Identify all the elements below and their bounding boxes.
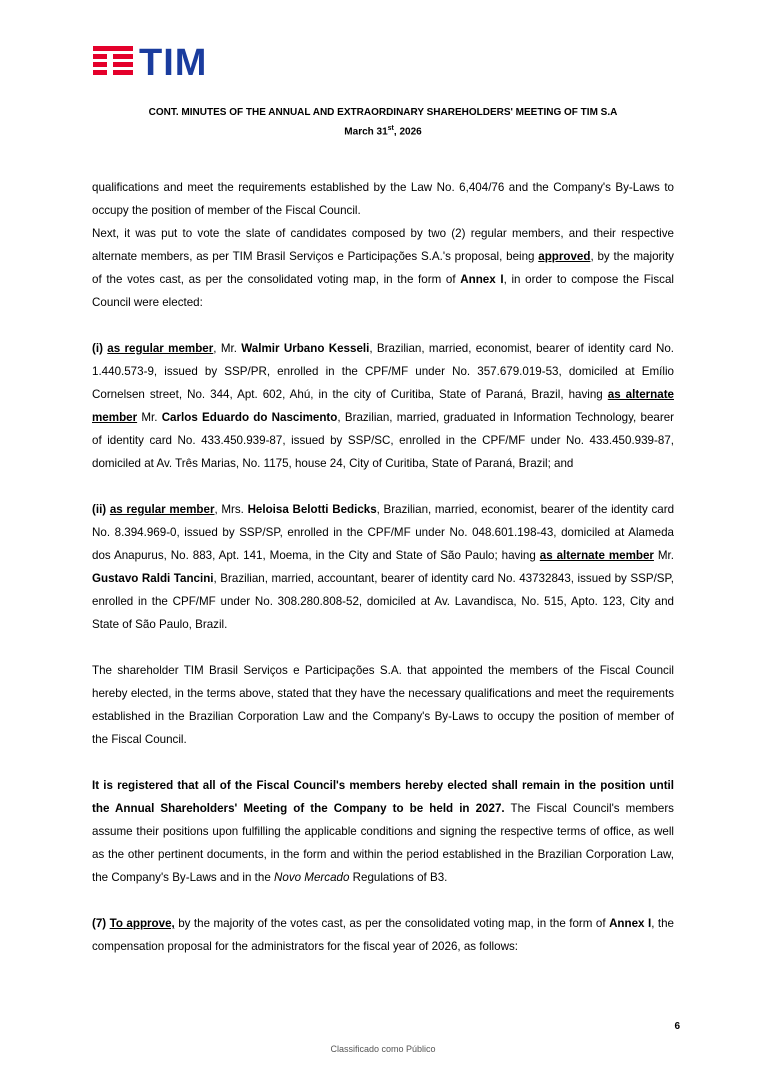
paragraph-1: qualifications and meet the requirements established by the Law No. 6,404/76 and the Company's By-Laws to occupy the position of member of the Fiscal Council. (92, 181, 674, 217)
document-header-title: CONT. MINUTES OF THE ANNUAL AND EXTRAORDINARY SHAREHOLDERS' MEETING OF TIM S.A (148, 107, 618, 118)
paragraph-candidate-ii: (ii) as regular member, Mrs. Heloisa Belotti Bedicks, Brazilian, married, economist, bearer of the identity card No. 8.394.969-0, issued by SSP/SP, enrolled in the CPF/MF under No. 048.601.198-43, domiciled at Alameda dos Anapurus, No. 883, Apt. 141, Moema, in the City and State of São Paulo; having as alternate member Mr. Gustavo Raldi Tancini, Brazilian, married, accountant, bearer of identity card No. 43732843, issued by SSP/SP, enrolled in the CPF/MF under No. 308.280.808-52, domiciled at Av. Lavandisca, No. 515, Apto. 123, City and State of São Paulo, Brazil. (92, 503, 675, 631)
page-number: 6 (674, 1021, 680, 1032)
document-header-date: March 31st, 2026 (344, 125, 422, 138)
classification-footer: Classificado como Público (330, 1044, 436, 1054)
paragraph-item-7: (7) To approve, by the majority of the votes cast, as per the consolidated voting map, in the form of Annex I, the compensation proposal for the administrators for the fiscal year of 2026, as follows: (92, 917, 674, 953)
paragraph-2: Next, it was put to vote the slate of candidates composed by two (2) regular members, and their respective alternate members, as per TIM Brasil Serviços e Participações S.A.'s proposal, being approved, by the majority of the votes cast, as per the consolidated voting map, in the form of Annex I, in order to compose the Fiscal Council were elected: (92, 227, 674, 309)
tim-logo (93, 42, 208, 84)
paragraph-shareholder-statement: The shareholder TIM Brasil Serviços e Participações S.A. that appointed the members of the Fiscal Council hereby elected, in the terms above, stated that they have the necessary qualifications and meet the requirements established in the Brazilian Corporation Law and the Company's By-Laws to occupy the position of member of the Fiscal Council. (92, 664, 674, 746)
logo-text: TIM (139, 42, 208, 84)
paragraph-term-of-office: It is registered that all of the Fiscal Council's members hereby elected shall remain in the position until the Annual Shareholders' Meeting of the Company to be held in 2027. The Fiscal Council's members assume their positions upon fulfilling the applicable conditions and signing the respective terms of office, as well as the other pertinent documents, in the form and within the period established in the Brazilian Corporation Law, the Company's By-Laws and in the Novo Mercado Regulations of B3. (92, 779, 674, 884)
paragraph-candidate-i: (i) as regular member, Mr. Walmir Urbano Kesseli, Brazilian, married, economist, bearer of identity card No. 1.440.573-9, issued by SSP/PR, enrolled in the CPF/MF under No. 357.679.019-53, domiciled at Emílio Cornelsen street, No. 344, Apt. 602, Ahú, in the city of Curitiba, State of Paraná, Brazil, having as alternate member Mr. Carlos Eduardo do Nascimento, Brazilian, married, graduated in Information Technology, bearer of identity card No. 433.450.939-87, issued by SSP/SC, enrolled in the CPF/MF under No. 433.450.939-87, domiciled at Av. Três Marias, No. 1175, house 24, City of Curitiba, State of Paraná, Brazil; and (92, 342, 675, 470)
tim-logo-mark-icon (93, 46, 133, 80)
document-body (92, 176, 674, 958)
